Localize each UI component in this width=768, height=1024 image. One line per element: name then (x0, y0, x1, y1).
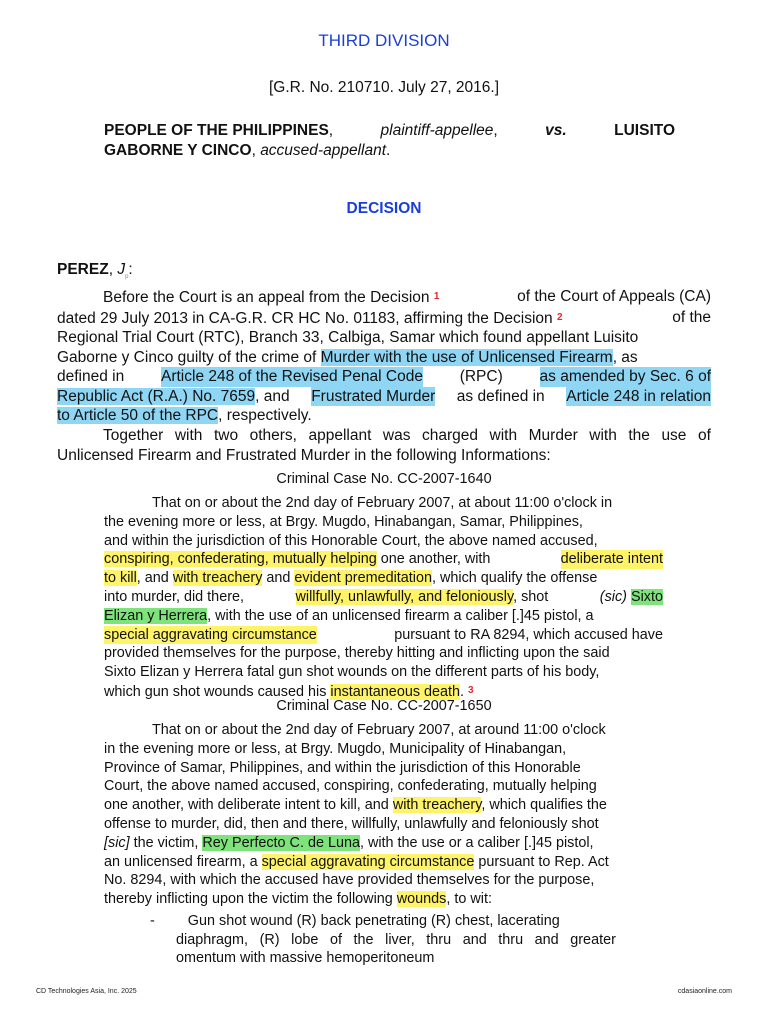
highlight-murder-firearm: Murder with the use of Unlicensed Firearm (320, 348, 613, 366)
para1-text: (RPC) (459, 368, 503, 385)
highlight-victim-rey: Rey Perfecto C. de Luna (202, 834, 360, 851)
ponente-name: PEREZ (57, 261, 109, 278)
ponente: PEREZ, $J_p$: (57, 261, 133, 281)
highlight-conspiring: conspiring, confederating, mutually helping (104, 551, 377, 568)
case2-text: the victim, (133, 834, 199, 851)
paragraph-1 (57, 287, 711, 426)
highlight-article-50: to Article 50 of the RPC (57, 407, 219, 424)
highlight-special-aggravating: special aggravating circumstance (104, 626, 317, 643)
highlight-frustrated-murder: Frustrated Murder (311, 387, 436, 405)
wound-text: Gun shot wound (R) back penetrating (R) chest, lacerating (187, 913, 560, 929)
highlight-wounds: wounds (396, 891, 447, 908)
case2-text: pursuant to Rep. Act (478, 853, 609, 870)
case1-title: Criminal Case No. CC-2007-1640 (276, 471, 492, 487)
para1-text: defined in (57, 368, 125, 385)
case1-text: , shot (513, 588, 549, 605)
case2-text: Court, the above named accused, conspiring, confederating, mutually helping (104, 778, 597, 795)
para1-text: Regional Trial Court (RTC), Branch 33, Calbiga, Samar which found appellant Luisito (57, 329, 639, 346)
para1-text: of the Court of Appeals (CA) (517, 288, 711, 305)
versus: vs. (545, 122, 567, 139)
highlight-premeditation: evident premeditation (294, 570, 433, 587)
ponente-sub: p (125, 274, 129, 281)
footnote-3[interactable]: 3 (468, 684, 474, 696)
accused-first: LUISITO (614, 122, 675, 139)
case1-text: , which qualify the offense (432, 570, 598, 587)
sic-marker-2: [sic] (104, 834, 130, 851)
case2-text: thereby inflicting upon the victim the following (104, 891, 393, 908)
case1-text: pursuant to RA 8294, which accused have (394, 626, 663, 643)
division-heading: THIRD DIVISION (318, 31, 450, 50)
para2-line: Unlicensed Firearm and Frustrated Murder in the following Informations: (57, 446, 551, 464)
case2-text: , which qualifies the (481, 797, 607, 814)
highlight-to-kill: to kill (104, 570, 137, 587)
highlight-willfully: willfully, unlawfully, and feloniously (295, 588, 514, 605)
plaintiff-role: plaintiff-appellee (380, 122, 494, 139)
parties-block: PEOPLE OF THE PHILIPPINES, plaintiff-appellee, vs. LUISITO GABORNE Y CINCO, accused-appellant. (104, 122, 675, 159)
case1-text: . (460, 683, 465, 700)
case1-text: , with the use of an unlicensed firearm a caliber [.]45 pistol, a (207, 607, 594, 624)
case2-text: , to wit: (446, 891, 492, 908)
highlight-deliberate-intent: deliberate intent (560, 551, 663, 568)
para1-text: , as (612, 348, 638, 366)
paragraph-2: Together with two others, appellant was charged with Murder with the use of Unlicensed Firearm and Frustrated Murder in the following Informations: (57, 427, 711, 464)
plaintiff-name: PEOPLE OF THE PHILIPPINES (104, 122, 329, 139)
case1-text: That on or about the 2nd day of February 2007, at about 11:00 o'clock in (152, 495, 613, 511)
wound-list-item: - Gun shot wound (R) back penetrating (R) chest, lacerating diaphragm, (R) lobe of the liver, thru and thru and greater omentum with massive hemoperitoneum (150, 913, 616, 966)
case1-information (104, 494, 663, 702)
case2-information (104, 721, 663, 909)
highlight-amended: as amended by Sec. 6 of (539, 368, 711, 385)
para1-text: Before the Court is an appeal from the Decision (103, 289, 430, 306)
ponente-title: J (117, 261, 126, 278)
case2-text: in the evening more or less, at Brgy. Mugdo, Municipality of Hinabangan, (104, 740, 567, 757)
case2-text: offense to murder, did, then and there, willfully, unlawfully and feloniously shot (104, 815, 599, 832)
case2-title: Criminal Case No. CC-2007-1650 (276, 698, 492, 714)
case1-text: into murder, did there, (104, 588, 244, 605)
footer-site[interactable]: cdasiaonline.com (677, 988, 732, 995)
decision-heading: DECISION (346, 200, 422, 217)
para1-text: dated 29 July 2013 in CA-G.R. CR HC No. 01183, affirming the Decision (57, 309, 553, 327)
highlight-instantaneous-death: instantaneous death (330, 683, 461, 700)
accused-role: accused-appellant (260, 142, 386, 159)
highlight-special-aggravating-2: special aggravating circumstance (261, 853, 475, 870)
case1-text: , and (136, 570, 169, 587)
highlight-article-248: Article 248 of the Revised Penal Code (161, 368, 423, 385)
wound-text: omentum with massive hemoperitoneum (176, 950, 435, 966)
list-dash: - (150, 913, 155, 929)
highlight-victim-sixto: Sixto (630, 588, 663, 605)
highlight-ra-7659: Republic Act (R.A.) No. 7659 (57, 387, 256, 405)
case1-text: and (266, 570, 291, 587)
case1-text: Sixto Elizan y Herrera fatal gun shot wounds on the different parts of his body, (104, 664, 600, 681)
case2-text: an unlicensed firearm, a (104, 853, 258, 870)
highlight-treachery: with treachery (172, 570, 263, 587)
case1-text: the evening more or less, at Brgy. Mugdo, Hinabangan, Samar, Philippines, (104, 513, 583, 530)
case1-text: and within the jurisdiction of this Honorable Court, the above named accused, (104, 532, 598, 549)
highlight-treachery-2: with treachery (392, 797, 482, 814)
sic-marker: (sic) (599, 588, 627, 605)
footnote-1[interactable]: 1 (433, 291, 440, 302)
case2-text: That on or about the 2nd day of February 2007, at around 11:00 o'clock (152, 722, 606, 738)
para1-text: Gaborne y Cinco guilty of the crime of (57, 348, 317, 366)
highlight-victim-elizan: Elizan y Herrera (104, 607, 208, 624)
highlight-article-248-relation: Article 248 in relation (566, 387, 711, 405)
accused-name: GABORNE Y CINCO (104, 142, 252, 159)
case-number: [G.R. No. 210710. July 27, 2016.] (268, 79, 500, 96)
footnote-2[interactable]: 2 (556, 311, 563, 323)
case1-text: which gun shot wounds caused his (104, 683, 327, 700)
case2-text: , with the use or a caliber [.]45 pistol, (359, 834, 594, 851)
para1-text: of the (672, 308, 711, 326)
para1-text: , respectively. (218, 407, 312, 424)
footer-copyright: CD Technologies Asia, Inc. 2025 (36, 988, 137, 995)
para1-text: as defined in (456, 387, 545, 405)
case1-text: provided themselves for the purpose, thereby hitting and inflicting upon the said (104, 645, 610, 662)
para1-text: , and (255, 387, 290, 405)
case2-text: one another, with deliberate intent to kill, and (104, 797, 389, 814)
case1-text: one another, with (380, 551, 491, 568)
case2-text: No. 8294, with which the accused have provided themselves for the purpose, (104, 872, 595, 889)
case2-text: Province of Samar, Philippines, and within the jurisdiction of this Honorable (104, 759, 581, 776)
